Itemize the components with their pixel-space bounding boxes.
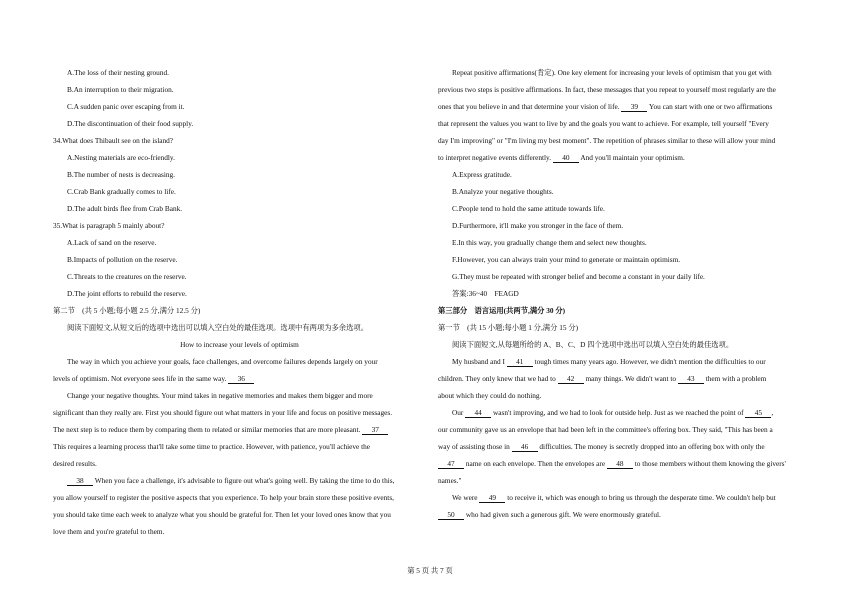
cloze-p2-line2: our community gave us an envelope that had been left in the committee's offering box. They said, "This has been a bbox=[438, 425, 773, 434]
q35-stem: 35.What is paragraph 5 mainly about? bbox=[53, 221, 165, 230]
blank-50: 50 bbox=[438, 510, 464, 520]
cloze-p2-line1 bbox=[438, 404, 811, 421]
section1-instruction: 阅读下面短文,从每题所给的 A、B、C、D 四个选项中选出可以填入空白处的最佳选项。 bbox=[452, 340, 734, 349]
p1-line2-text: levels of optimism. Not everyone sees life in the same way. bbox=[53, 374, 227, 383]
right-column bbox=[438, 64, 811, 523]
left-column bbox=[53, 64, 426, 540]
option-d: D.Furthermore, it'll make you stronger in the face of them. bbox=[452, 221, 624, 230]
cloze-text: difficulties. The money is secretly dropped into an offering box with only the bbox=[539, 442, 765, 451]
cloze-text: children. They only knew that we had to bbox=[438, 374, 556, 383]
cloze-text: We were bbox=[452, 493, 478, 502]
cloze-p1-line1 bbox=[438, 353, 811, 370]
q34-option-d: D.The adult birds flee from Crab Bank. bbox=[67, 204, 183, 213]
blank-41: 41 bbox=[507, 357, 533, 367]
cloze-text: who had given such a generous gift. We were enormously grateful. bbox=[465, 510, 661, 519]
p4-line5: day I'm improving" or "I'm living my best moment". The repetition of phrases similar to these will allow your mind bbox=[438, 136, 776, 145]
cloze-p3-line2 bbox=[438, 506, 811, 523]
p4-line3-post: You can start with one or two affirmations bbox=[648, 102, 773, 111]
part3-heading: 第三部分 语言运用(共两节,满分 30 分) bbox=[438, 306, 566, 315]
q34-option-b: B.The number of nests is decreasing. bbox=[67, 170, 176, 179]
section2-instruction: 阅读下面短文,从短文后的选项中选出可以填入空白处的最佳选项。选项中有两项为多余选项。 bbox=[67, 323, 368, 332]
p4-line4: that represent the values you want to live by and the goals you want to achieve. For example, tell yourself "Every bbox=[438, 119, 769, 128]
p3-line1-text: When you face a challenge, it's advisable to figure out what's going well. By taking the time to do this, bbox=[94, 476, 395, 485]
p2-line2: significant than they really are. First you should figure out what matters in your life and focus on positive messages. bbox=[53, 408, 393, 417]
blank-40: 40 bbox=[553, 153, 579, 163]
option-c: C.People tend to hold the same attitude towards life. bbox=[452, 204, 605, 213]
blank-46: 46 bbox=[512, 442, 538, 452]
blank-37: 37 bbox=[362, 425, 388, 435]
cloze-text: Our bbox=[452, 408, 464, 417]
q35-option-a: A.Lack of sand on the reserve. bbox=[67, 238, 157, 247]
cloze-text: , bbox=[771, 408, 774, 417]
p3-line1 bbox=[53, 472, 426, 489]
cloze-p1-line3: about which they could do nothing. bbox=[438, 391, 542, 400]
p4-line1: Repeat positive affirmations(肯定). One key element for increasing your levels of optimism that you get with bbox=[452, 68, 772, 77]
p3-line4: love them and you're grateful to them. bbox=[53, 527, 165, 536]
q35-option-b: B.Impacts of pollution on the reserve. bbox=[67, 255, 178, 264]
q34-stem: 34.What does Thibault see on the island? bbox=[53, 136, 174, 145]
blank-49: 49 bbox=[479, 493, 505, 503]
cloze-p2-line3 bbox=[438, 438, 811, 455]
cloze-p1-line2 bbox=[438, 370, 811, 387]
blank-42: 42 bbox=[558, 374, 584, 384]
p3-line3: you should take time each week to analyze what you should be grateful for. Then let your loved ones know that you bbox=[53, 510, 391, 519]
p4-line3-pre: ones that you believe in and that determine your vision of life. bbox=[438, 102, 620, 111]
section1-heading: 第一节 (共 15 小题;每小题 1 分,满分 15 分) bbox=[438, 323, 579, 332]
cloze-text: name on each envelope. Then the envelopes are bbox=[465, 459, 606, 468]
q34-option-c: C.Crab Bank gradually comes to life. bbox=[67, 187, 176, 196]
cloze-p3-line1 bbox=[438, 489, 811, 506]
option-f: F.However, you can always train your mind to generate or maintain optimism. bbox=[452, 255, 681, 264]
option-g: G.They must be repeated with stronger belief and become a constant in your daily life. bbox=[452, 272, 705, 281]
p4-line6-post: And you'll maintain your optimism. bbox=[580, 153, 685, 162]
cloze-text: wasn't improving, and we had to look for outside help. Just as we reached the point of bbox=[493, 408, 744, 417]
option-a: A.Express gratitude. bbox=[452, 170, 512, 179]
p4-line2: previous two steps is positive affirmations. In fact, these messages that you repeat to yourself most regularly are the bbox=[438, 85, 776, 94]
p3-line2: you allow yourself to register the positive aspects that you experience. To help your brain store these positive events, bbox=[53, 493, 395, 502]
p2-line4: This requires a learning process that'll take some time to practice. However, with patience, you'll achieve the bbox=[53, 442, 371, 451]
cloze-text: many things. We didn't want to bbox=[585, 374, 677, 383]
cloze-text: them with a problem bbox=[705, 374, 767, 383]
q35-option-d: D.The joint efforts to rebuild the reserve. bbox=[67, 289, 187, 298]
blank-39: 39 bbox=[621, 102, 647, 112]
blank-38: 38 bbox=[67, 476, 93, 486]
cloze-text: My husband and I bbox=[452, 357, 505, 366]
blank-44: 44 bbox=[465, 408, 491, 418]
cloze-text: tough times many years ago. However, we didn't mention the difficulties to our bbox=[534, 357, 766, 366]
passage-title: How to increase your levels of optimism bbox=[180, 340, 299, 349]
blank-47: 47 bbox=[438, 459, 464, 469]
blank-43: 43 bbox=[678, 374, 704, 384]
p2-line1: Change your negative thoughts. Your mind takes in negative memories and makes them bigger and more bbox=[67, 391, 373, 400]
page-footer: 第 5 页 共 7 页 bbox=[407, 566, 453, 575]
p4-line6-pre: to interpret negative events differently. bbox=[438, 153, 552, 162]
p2-line3-text: The next step is to reduce them by comparing them to related or similar memories that are more pleasant. bbox=[53, 425, 361, 434]
section2-heading: 第二节 (共 5 小题;每小题 2.5 分,满分 12.5 分) bbox=[53, 306, 201, 315]
p4-line3 bbox=[438, 98, 811, 115]
blank-45: 45 bbox=[745, 408, 771, 418]
q33-option-c: C.A sudden panic over escaping from it. bbox=[67, 102, 185, 111]
q33-option-a: A.The loss of their nesting ground. bbox=[67, 68, 169, 77]
blank-36: 36 bbox=[228, 374, 254, 384]
p4-line6 bbox=[438, 149, 811, 166]
cloze-text: to those members without them knowing the givers' bbox=[634, 459, 786, 468]
q34-option-a: A.Nesting materials are eco-friendly. bbox=[67, 153, 175, 162]
option-b: B.Analyze your negative thoughts. bbox=[452, 187, 554, 196]
q35-option-c: C.Threats to the creatures on the reserve. bbox=[67, 272, 187, 281]
cloze-p2-line4 bbox=[438, 455, 811, 472]
q33-option-d: D.The discontinuation of their food supply. bbox=[67, 119, 194, 128]
p1-line2 bbox=[53, 370, 426, 387]
option-e: E.In this way, you gradually change them and select new thoughts. bbox=[452, 238, 647, 247]
cloze-text: to receive it, which was enough to bring us through the desperate time. We couldn't help but bbox=[507, 493, 776, 502]
blank-48: 48 bbox=[607, 459, 633, 469]
cloze-text: way of assisting those in bbox=[438, 442, 510, 451]
p2-line3 bbox=[53, 421, 426, 438]
cloze-p2-line5: names." bbox=[438, 476, 462, 485]
answer-key: 答案:36~40 FEAGD bbox=[452, 289, 519, 298]
q33-option-b: B.An interruption to their migration. bbox=[67, 85, 174, 94]
p1-line1: The way in which you achieve your goals, face challenges, and overcome failures depends largely on your bbox=[67, 357, 378, 366]
p2-line5: desired results. bbox=[53, 459, 97, 468]
